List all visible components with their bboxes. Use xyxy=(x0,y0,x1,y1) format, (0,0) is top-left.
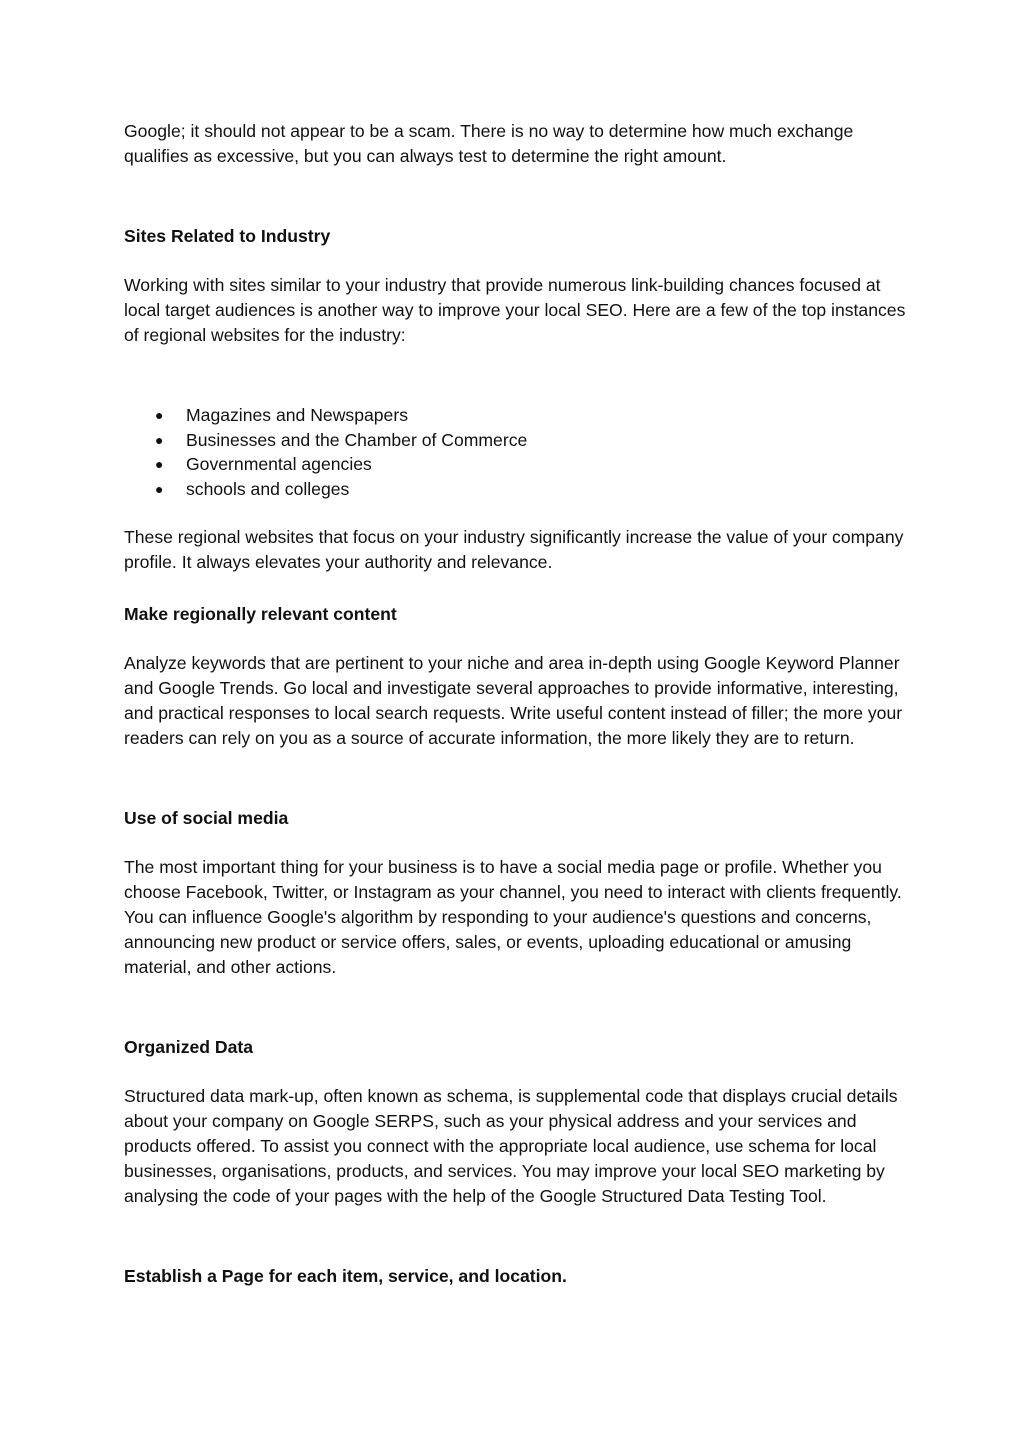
heading-organized-data: Organized Data xyxy=(124,1037,254,1057)
bullet-icon: ● xyxy=(155,407,164,423)
industry-summary-paragraph: These regional websites that focus on your industry significantly increase the value of your company profile. It always elevates your authority and relevance. xyxy=(124,527,904,572)
heading-sites-related-to-industry: Sites Related to Industry xyxy=(124,226,331,246)
document-page xyxy=(124,119,914,1289)
regional-websites-list xyxy=(124,403,914,501)
organized-data-paragraph: Structured data mark-up, often known as schema, is supplemental code that displays crucial details about your company on Google SERPS, such as your physical address and your services and products offered. To assist you connect with the appropriate local audience, use schema for local businesses, organisations, products, and services. You may improve your local SEO marketing by analysing the code of your pages with the help of the Google Structured Data Testing Tool. xyxy=(124,1086,898,1206)
content-paragraph: Analyze keywords that are pertinent to your niche and area in-depth using Google Keyword Planner and Google Trends. Go local and investigate several approaches to provide informative, interesting, and practical responses to local search requests. Write useful content instead of filler; the more your readers can rely on you as a source of accurate information, the more likely they are to return. xyxy=(124,653,903,748)
social-media-paragraph: The most important thing for your business is to have a social media page or profile. Whether you choose Facebook, Twitter, or Instagram as your channel, you need to interact with clients frequently. You can influence Google's algorithm by responding to your audience's questions and concerns, announcing new product or service offers, sales, or events, uploading educational or amusing material, and other actions. xyxy=(124,857,902,977)
list-item xyxy=(124,452,914,477)
list-item-text: Governmental agencies xyxy=(186,454,372,474)
heading-use-of-social-media: Use of social media xyxy=(124,808,289,828)
list-item xyxy=(124,428,914,453)
industry-paragraph: Working with sites similar to your industry that provide numerous link-building chances focused at local target audiences is another way to improve your local SEO. Here are a few of the top instances of regional websites for the industry: xyxy=(124,275,906,345)
list-item xyxy=(124,403,914,428)
intro-paragraph: Google; it should not appear to be a scam. There is no way to determine how much exchange qualifies as excessive, but you can always test to determine the right amount. xyxy=(124,121,854,166)
heading-make-regionally-relevant-content: Make regionally relevant content xyxy=(124,604,397,624)
list-item-text: Magazines and Newspapers xyxy=(186,405,409,425)
bullet-icon: ● xyxy=(155,431,164,448)
list-item-text: schools and colleges xyxy=(186,478,350,499)
bullet-icon: ● xyxy=(155,456,164,472)
list-item-text: Businesses and the Chamber of Commerce xyxy=(186,429,528,450)
heading-establish-a-page: Establish a Page for each item, service, and location. xyxy=(124,1266,567,1286)
bullet-icon: ● xyxy=(155,480,164,497)
list-item xyxy=(124,477,914,502)
